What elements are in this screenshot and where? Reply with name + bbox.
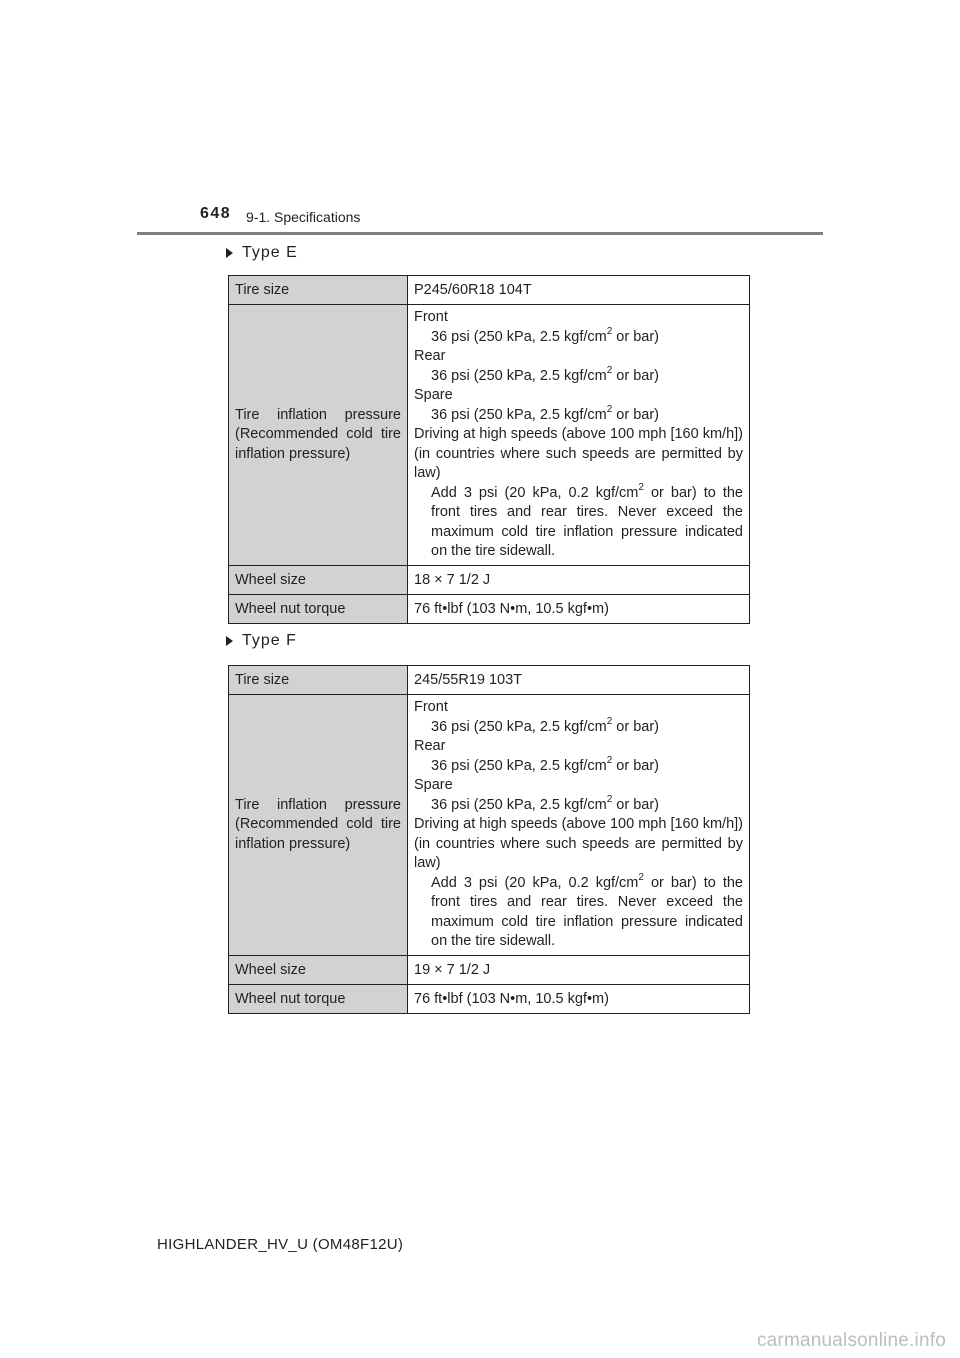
tire-size-value: P245/60R18 104T: [408, 276, 750, 305]
wheel-nut-torque-value: 76 ft•lbf (103 N•m, 10.5 kgf•m): [408, 595, 750, 624]
front-value: 36 psi (250 kPa, 2.5 kgf/$cm^2$ or bar): [431, 715, 660, 735]
table-row: [229, 956, 750, 985]
spare-value: 36 psi (250 kPa, 2.5 kgf/$cm^2$ or bar): [431, 793, 660, 813]
rear-value: 36 psi (250 kPa, 2.5 kgf/$cm^2$ or bar): [431, 754, 660, 774]
wheel-size-value: 19 × 7 1/2 J: [408, 956, 750, 985]
wheel-size-label: Wheel size: [229, 566, 408, 595]
section-title: 9-1. Specifications: [246, 209, 361, 225]
spec-table-type-e: [228, 275, 750, 624]
watermark: carmanualsonline.info: [756, 1330, 946, 1351]
footer-model-code: HIGHLANDER_HV_U (OM48F12U): [157, 1236, 404, 1253]
type-f-heading: [226, 632, 297, 650]
high-speed-note: Driving at high speeds (above 100 mph [160 km/h]) (in countries where such speeds are permitted by law): [414, 426, 743, 482]
spare-value: 36 psi (250 kPa, 2.5 kgf/$cm^2$ or bar): [431, 403, 660, 423]
tire-size-value: 245/55R19 103T: [408, 666, 750, 695]
spare-label: Spare: [414, 777, 453, 794]
table-row: [229, 305, 750, 566]
pressure-label-cell: [229, 695, 408, 956]
spec-table-type-f: [228, 665, 750, 1014]
tire-size-label: Tire size: [229, 666, 408, 695]
tire-size-label: Tire size: [229, 276, 408, 305]
front-label: Front: [414, 699, 448, 716]
rear-label: Rear: [414, 348, 446, 365]
add-pressure-note: Add 3 psi (20 kPa, 0.2 kgf/$cm^2$ or bar) to the front tires and rear tires. Never exceed the maximum cold tire inflation pressure indicated on the tire sidewall.: [431, 871, 743, 950]
page-number: 648: [200, 205, 232, 222]
rear-value: 36 psi (250 kPa, 2.5 kgf/$cm^2$ or bar): [431, 364, 660, 384]
wheel-size-label: Wheel size: [229, 956, 408, 985]
table-row: [229, 695, 750, 956]
wheel-nut-torque-label: Wheel nut torque: [229, 985, 408, 1014]
pressure-label: Tire inflation pressure (Recommended cold tire inflation pressure): [235, 796, 401, 852]
rear-label: Rear: [414, 738, 446, 755]
front-label: Front: [414, 309, 448, 326]
wheel-nut-torque-value: 76 ft•lbf (103 N•m, 10.5 kgf•m): [408, 985, 750, 1014]
table-row: [229, 666, 750, 695]
pressure-value-cell: [408, 695, 750, 956]
header-divider: [137, 232, 823, 235]
pressure-label-cell: [229, 305, 408, 566]
pressure-value-cell: [408, 305, 750, 566]
table-row: [229, 595, 750, 624]
bullet-triangle-icon: [226, 636, 233, 646]
spare-label: Spare: [414, 387, 453, 404]
high-speed-note: Driving at high speeds (above 100 mph [160 km/h]) (in countries where such speeds are permitted by law): [414, 816, 743, 872]
wheel-nut-torque-label: Wheel nut torque: [229, 595, 408, 624]
type-e-heading: [226, 244, 298, 262]
table-row: [229, 566, 750, 595]
table-row: [229, 985, 750, 1014]
wheel-size-value: 18 × 7 1/2 J: [408, 566, 750, 595]
add-pressure-note: Add 3 psi (20 kPa, 0.2 kgf/$cm^2$ or bar) to the front tires and rear tires. Never exceed the maximum cold tire inflation pressure indicated on the tire sidewall.: [431, 481, 743, 560]
type-e-label: Type E: [242, 244, 298, 261]
bullet-triangle-icon: [226, 248, 233, 258]
pressure-label: Tire inflation pressure (Recommended cold tire inflation pressure): [235, 406, 401, 462]
front-value: 36 psi (250 kPa, 2.5 kgf/$cm^2$ or bar): [431, 325, 660, 345]
type-f-label: Type F: [242, 632, 297, 649]
table-row: [229, 276, 750, 305]
